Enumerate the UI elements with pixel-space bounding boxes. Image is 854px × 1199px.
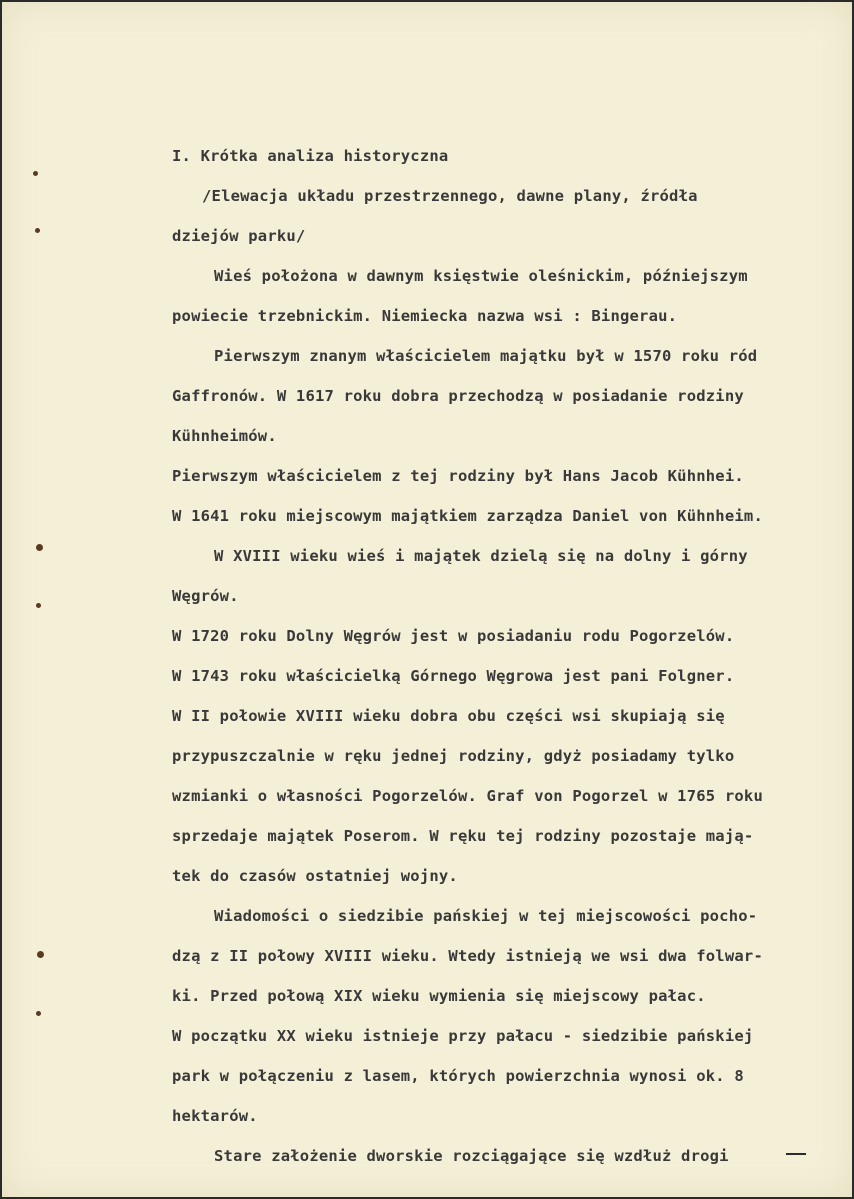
text-line: Gaffronów. W 1617 roku dobra przechodzą w posiadanie rodziny bbox=[172, 387, 744, 405]
text-line: przypuszczalnie w ręku jednej rodziny, gdyż posiadamy tylko bbox=[172, 747, 735, 765]
text-line: park w połączeniu z lasem, których powierzchnia wynosi ok. 8 bbox=[172, 1067, 744, 1085]
text-line: W 1720 roku Dolny Węgrów jest w posiadaniu rodu Pogorzelów. bbox=[172, 627, 735, 645]
binder-hole-mark bbox=[36, 544, 43, 551]
binder-hole-mark bbox=[33, 171, 38, 176]
text-line: Stare założenie dworskie rozciągające się wzdłuż drogi bbox=[214, 1147, 729, 1165]
binder-hole-mark bbox=[36, 603, 41, 608]
text-line: dzą z II połowy XVIII wieku. Wtedy istnieją we wsi dwa folwar- bbox=[172, 947, 763, 965]
text-line: W początku XX wieku istnieje przy pałacu - siedzibie pańskiej bbox=[172, 1027, 754, 1045]
binder-hole-mark bbox=[36, 1011, 41, 1016]
text-line: Wieś położona w dawnym księstwie oleśnickim, późniejszym bbox=[214, 267, 748, 285]
section-heading: I. Krótka analiza historyczna bbox=[172, 147, 449, 165]
text-line: W 1641 roku miejscowym majątkiem zarządza Daniel von Kühnheim. bbox=[172, 507, 763, 525]
text-line: Pierwszym znanym właścicielem majątku był w 1570 roku ród bbox=[214, 347, 758, 365]
text-line: wzmianki o własności Pogorzelów. Graf von Pogorzel w 1765 roku bbox=[172, 787, 763, 805]
text-line: W 1743 roku właścicielką Górnego Węgrowa jest pani Folgner. bbox=[172, 667, 735, 685]
text-line: Pierwszym właścicielem z tej rodziny był Hans Jacob Kühnhei. bbox=[172, 467, 744, 485]
text-line: tek do czasów ostatniej wojny. bbox=[172, 867, 458, 885]
text-line: powiecie trzebnickim. Niemiecka nazwa wsi : Bingerau. bbox=[172, 307, 678, 325]
binder-hole-mark bbox=[37, 951, 44, 958]
binder-hole-mark bbox=[35, 228, 40, 233]
text-line: sprzedaje majątek Poserom. W ręku tej rodziny pozostaje mają- bbox=[172, 827, 754, 845]
text-line: Kühnheimów. bbox=[172, 427, 277, 445]
text-line: W II połowie XVIII wieku dobra obu części wsi skupiają się bbox=[172, 707, 725, 725]
text-line: dziejów parku/ bbox=[172, 227, 306, 245]
text-line: ki. Przed połową XIX wieku wymienia się miejscowy pałac. bbox=[172, 987, 706, 1005]
text-line: hektarów. bbox=[172, 1107, 258, 1125]
text-line: Wiadomości o siedzibie pańskiej w tej miejscowości pocho- bbox=[214, 907, 758, 925]
continuation-dash bbox=[786, 1153, 806, 1155]
text-line: W XVIII wieku wieś i majątek dzielą się na dolny i górny bbox=[214, 547, 748, 565]
text-line: Węgrów. bbox=[172, 587, 239, 605]
text-line: /Elewacja układu przestrzennego, dawne plany, źródła bbox=[202, 187, 698, 205]
